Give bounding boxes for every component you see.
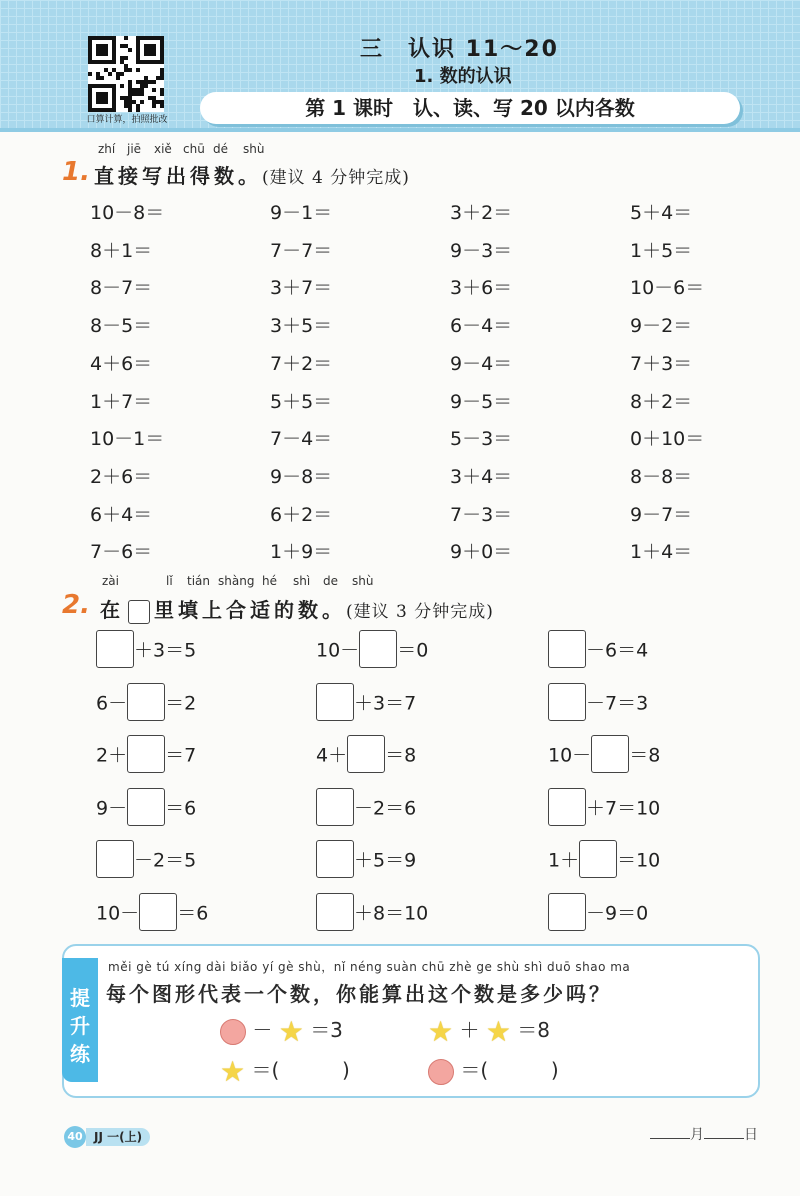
circle-answer[interactable] bbox=[428, 1054, 559, 1085]
q2-fill-equation bbox=[548, 683, 648, 721]
q1-equation[interactable]: 4＋6＝ bbox=[90, 352, 153, 375]
answer-close: ) bbox=[342, 1058, 350, 1082]
equation-prefix: 10－ bbox=[548, 744, 592, 767]
q1-equation[interactable]: 3＋2＝ bbox=[450, 202, 513, 224]
q1-equation[interactable]: 9＋0＝ bbox=[450, 541, 513, 564]
q1-equation[interactable]: 3＋5＝ bbox=[270, 315, 333, 338]
pinyin: shù bbox=[243, 142, 265, 156]
q2-fill-equation bbox=[316, 735, 416, 773]
answer-open: ＝( bbox=[251, 1058, 280, 1082]
boost-tab-label: 提升练 bbox=[70, 986, 90, 1066]
q1-equation[interactable]: 5－3＝ bbox=[450, 428, 513, 451]
q2-text-after: 里填上合适的数。 bbox=[154, 598, 346, 622]
q1-equation[interactable]: 6＋4＝ bbox=[90, 503, 153, 526]
q1-equation[interactable]: 8－5＝ bbox=[90, 315, 153, 338]
q2-fill-equation bbox=[316, 893, 428, 931]
pinyin: shì bbox=[293, 574, 311, 588]
operator: － bbox=[252, 1018, 273, 1042]
equation-prefix: 6－ bbox=[96, 692, 128, 714]
answer-box[interactable] bbox=[127, 683, 165, 721]
star-icon: ★ bbox=[278, 1014, 304, 1048]
star-icon: ★ bbox=[220, 1054, 246, 1088]
q2-fill-equation bbox=[548, 735, 660, 773]
q1-equation[interactable]: 8＋2＝ bbox=[630, 390, 693, 413]
q1-equation[interactable]: 1＋9＝ bbox=[270, 541, 333, 564]
q2-fill-equation bbox=[96, 683, 196, 721]
answer-box[interactable] bbox=[591, 735, 629, 773]
puzzle-equation-2 bbox=[428, 1014, 550, 1046]
q1-equation[interactable]: 10－1＝ bbox=[90, 428, 165, 451]
answer-box[interactable] bbox=[316, 893, 354, 931]
q2-fill-equation bbox=[548, 893, 648, 931]
page-number: 40 bbox=[64, 1126, 86, 1148]
q1-equation[interactable]: 9－8＝ bbox=[270, 465, 333, 488]
unit-title: 三 认识 11～20 bbox=[360, 37, 559, 62]
q2-fill-equation bbox=[316, 840, 416, 878]
qr-code-icon[interactable] bbox=[88, 36, 164, 112]
q1-equation[interactable]: 10－6＝ bbox=[630, 277, 705, 300]
q1-equation[interactable]: 9－1＝ bbox=[270, 202, 333, 224]
equation-prefix: 10－ bbox=[316, 639, 360, 662]
answer-box[interactable] bbox=[548, 788, 586, 826]
equation-suffix: －9＝0 bbox=[586, 902, 649, 924]
answer-box[interactable] bbox=[316, 683, 354, 721]
q1-equation[interactable]: 7－6＝ bbox=[90, 541, 153, 564]
q1-equation[interactable]: 6＋2＝ bbox=[270, 503, 333, 526]
equation-suffix: －2＝6 bbox=[354, 797, 417, 819]
equation-suffix: ＋3＝7 bbox=[354, 692, 417, 714]
q1-equation[interactable]: 2＋6＝ bbox=[90, 465, 153, 488]
equation-suffix: ＝0 bbox=[397, 639, 429, 662]
q2-fill-equation bbox=[96, 630, 196, 668]
q1-equation[interactable]: 8－8＝ bbox=[630, 465, 693, 488]
q1-equation[interactable]: 8－7＝ bbox=[90, 277, 153, 300]
pinyin: dé bbox=[213, 142, 228, 156]
q1-equation[interactable]: 7－4＝ bbox=[270, 428, 333, 451]
answer-box[interactable] bbox=[316, 840, 354, 878]
equation-suffix: －7＝3 bbox=[586, 692, 649, 714]
q2-fill-equation bbox=[548, 630, 648, 668]
q2-fill-equation bbox=[316, 788, 416, 826]
pinyin: jiē bbox=[127, 142, 142, 156]
q1-equation[interactable]: 3＋4＝ bbox=[450, 465, 513, 488]
answer-box[interactable] bbox=[579, 840, 617, 878]
qr-caption: 口算计算，拍照批改 bbox=[86, 115, 168, 125]
answer-box[interactable] bbox=[347, 735, 385, 773]
q1-equation[interactable]: 6－4＝ bbox=[450, 315, 513, 338]
equation-suffix: ＝7 bbox=[165, 744, 197, 767]
result: ＝3 bbox=[310, 1018, 343, 1042]
puzzle-equation-1 bbox=[220, 1014, 343, 1046]
pinyin: lǐ bbox=[166, 574, 173, 588]
equation-suffix: ＝6 bbox=[177, 902, 209, 924]
result: ＝8 bbox=[517, 1018, 551, 1042]
q2-fill-equation bbox=[316, 630, 428, 668]
equation-suffix: ＝8 bbox=[629, 744, 661, 767]
q2-time-note: (建议 3 分钟完成) bbox=[346, 602, 494, 622]
q1-number: 1. bbox=[62, 157, 90, 187]
equation-suffix: ＝2 bbox=[165, 692, 197, 714]
pinyin: zài bbox=[102, 574, 119, 588]
q1-time-note: (建议 4 分钟完成) bbox=[262, 168, 410, 188]
q2-number: 2. bbox=[62, 590, 90, 620]
equation-prefix: 9－ bbox=[96, 797, 128, 819]
answer-box[interactable] bbox=[127, 735, 165, 773]
pinyin: hé bbox=[262, 574, 277, 588]
date-field bbox=[650, 1124, 758, 1144]
q2-fill-equation bbox=[96, 735, 196, 773]
equation-prefix: 2＋ bbox=[96, 744, 128, 767]
equation-prefix: 10－ bbox=[96, 902, 140, 924]
boost-question: 每个图形代表一个数，你能算出这个数是多少吗？ bbox=[106, 982, 612, 1006]
q1-equation[interactable]: 1＋7＝ bbox=[90, 390, 153, 413]
q1-equation[interactable]: 8＋1＝ bbox=[90, 239, 153, 262]
grade-label: JJ 一(上) bbox=[86, 1128, 150, 1146]
equation-prefix: 1＋ bbox=[548, 849, 580, 872]
answer-box[interactable] bbox=[139, 893, 177, 931]
star-icon: ★ bbox=[485, 1014, 511, 1048]
equation-suffix: ＝8 bbox=[385, 744, 417, 767]
q2-instruction bbox=[100, 594, 494, 624]
answer-box[interactable] bbox=[127, 788, 165, 826]
q1-equation[interactable]: 9－3＝ bbox=[450, 239, 513, 262]
q1-equation[interactable]: 0＋10＝ bbox=[630, 428, 705, 451]
equation-suffix: ＝10 bbox=[617, 849, 661, 872]
q1-equation[interactable]: 9－5＝ bbox=[450, 390, 513, 413]
circle-icon bbox=[220, 1019, 246, 1045]
q2-fill-equation bbox=[96, 840, 196, 878]
q1-equation[interactable]: 5＋5＝ bbox=[270, 390, 333, 413]
q1-equation[interactable]: 1＋4＝ bbox=[630, 541, 693, 564]
section-title: 1. 数的认识 bbox=[414, 66, 512, 87]
q1-equation[interactable]: 9－7＝ bbox=[630, 503, 693, 526]
day-label: 日 bbox=[744, 1127, 758, 1143]
q1-equation[interactable]: 7－3＝ bbox=[450, 503, 513, 526]
answer-box[interactable] bbox=[96, 630, 134, 668]
answer-box[interactable] bbox=[359, 630, 397, 668]
q1-equation[interactable]: 5＋4＝ bbox=[630, 202, 693, 224]
q2-fill-equation bbox=[548, 840, 660, 878]
day-blank[interactable] bbox=[704, 1124, 744, 1139]
answer-box[interactable] bbox=[548, 630, 586, 668]
equation-suffix: ＋8＝10 bbox=[354, 902, 429, 924]
equation-suffix: －6＝4 bbox=[586, 639, 649, 662]
star-icon: ★ bbox=[428, 1014, 454, 1048]
star-answer[interactable] bbox=[220, 1054, 350, 1086]
answer-box-icon bbox=[128, 600, 150, 624]
operator: ＋ bbox=[459, 1018, 480, 1042]
q2-fill-equation bbox=[316, 683, 416, 721]
q1-equation[interactable]: 9－4＝ bbox=[450, 352, 513, 375]
q1-equation[interactable]: 7＋2＝ bbox=[270, 352, 333, 375]
q2-fill-equation bbox=[96, 893, 208, 931]
q2-fill-equation bbox=[96, 788, 196, 826]
pinyin: shàng bbox=[218, 574, 255, 588]
answer-close: ) bbox=[550, 1058, 559, 1082]
answer-box[interactable] bbox=[548, 683, 586, 721]
answer-box[interactable] bbox=[548, 893, 586, 931]
equation-suffix: ＝6 bbox=[165, 797, 197, 819]
q1-text: 直接写出得数。 bbox=[94, 164, 262, 188]
pinyin: zhí bbox=[98, 142, 116, 156]
q1-equation[interactable]: 3＋7＝ bbox=[270, 277, 333, 300]
month-label: 月 bbox=[690, 1127, 704, 1143]
q1-equation[interactable]: 10－8＝ bbox=[90, 202, 165, 224]
q1-instruction bbox=[94, 160, 410, 189]
month-blank[interactable] bbox=[650, 1124, 690, 1139]
q1-equation[interactable]: 7－7＝ bbox=[270, 239, 333, 262]
lesson-title: 第 1 课时 认、读、写 20 以内各数 bbox=[200, 92, 740, 124]
q1-equation[interactable]: 1＋5＝ bbox=[630, 239, 693, 262]
circle-icon bbox=[428, 1059, 454, 1085]
equation-suffix: －2＝5 bbox=[134, 849, 197, 872]
answer-open: ＝( bbox=[460, 1058, 489, 1082]
q1-equation[interactable]: 9－2＝ bbox=[630, 315, 693, 338]
equation-suffix: ＋3＝5 bbox=[134, 639, 197, 662]
q1-equation[interactable]: 3＋6＝ bbox=[450, 277, 513, 300]
answer-box[interactable] bbox=[96, 840, 134, 878]
q2-fill-equation bbox=[548, 788, 660, 826]
equation-prefix: 4＋ bbox=[316, 744, 348, 767]
boost-pinyin: měi gè tú xíng dài biǎo yí gè shù，nǐ néng suàn chū zhè ge shù shì duō shao ma bbox=[108, 960, 631, 974]
equation-suffix: ＋5＝9 bbox=[354, 849, 417, 872]
pinyin: tián bbox=[187, 574, 210, 588]
q1-equation[interactable]: 7＋3＝ bbox=[630, 352, 693, 375]
pinyin: de bbox=[323, 574, 338, 588]
q2-text-before: 在 bbox=[100, 598, 124, 622]
pinyin: shù bbox=[352, 574, 374, 588]
pinyin: xiě bbox=[154, 142, 172, 156]
pinyin: chū bbox=[183, 142, 205, 156]
equation-suffix: ＋7＝10 bbox=[586, 797, 661, 819]
answer-box[interactable] bbox=[316, 788, 354, 826]
